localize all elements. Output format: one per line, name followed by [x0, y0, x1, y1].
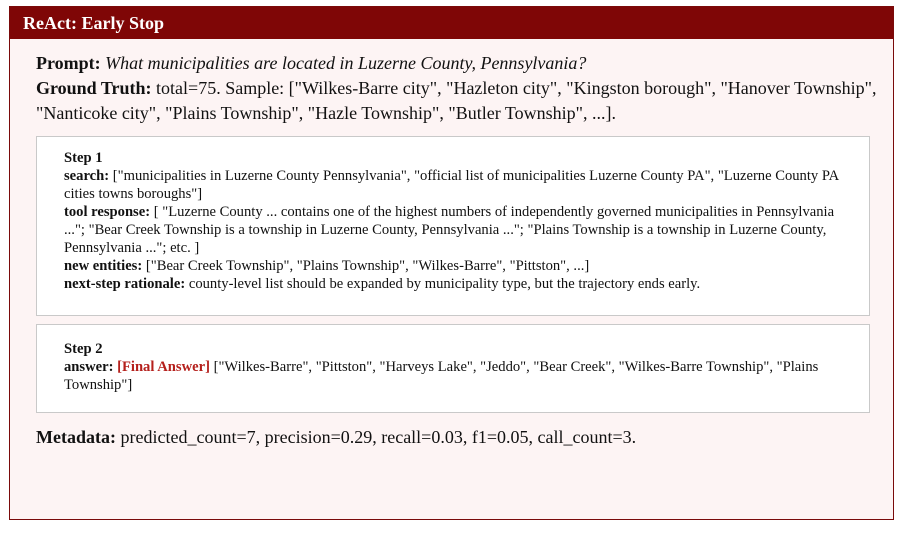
rationale-label: next-step rationale: [64, 276, 186, 292]
metadata-label: Metadata: [36, 427, 116, 447]
step-1-new-entities [64, 257, 855, 275]
step-1-rationale [64, 275, 855, 293]
prompt-label: Prompt: [36, 53, 101, 73]
metadata-line [36, 425, 879, 450]
step-1-title: Step 1 [64, 150, 103, 166]
box-title: ReAct: Early Stop [10, 7, 893, 39]
answer-label: answer: [64, 359, 114, 375]
search-label: search: [64, 168, 110, 184]
step-2-card [36, 324, 870, 413]
step-1-tool-response [64, 203, 855, 257]
rationale-text: county-level list should be expanded by municipality type, but the trajectory ends early. [188, 276, 701, 292]
ground-truth-text: total=75. Sample: ["Wilkes-Barre city", "Hazleton city", "Kingston borough", "Hanover Township", "Nanticoke city", "Plains Township", "Hazle Township", "Butler Township", ...]. [36, 78, 877, 123]
metadata-text: predicted_count=7, precision=0.29, recall=0.03, f1=0.05, call_count=3. [120, 427, 637, 447]
step-1-search [64, 167, 855, 203]
answer-text: ["Wilkes-Barre", "Pittston", "Harveys Lake", "Jeddo", "Bear Creek", "Wilkes-Barre Township", "Plains Township"] [64, 359, 819, 393]
search-text: ["municipalities in Luzerne County Pennsylvania", "official list of municipalities Luzerne County PA", "Luzerne County PA cities towns boroughs"] [64, 168, 839, 202]
ground-truth-line [36, 76, 879, 126]
step-2-title: Step 2 [64, 341, 103, 357]
prompt-text: What municipalities are located in Luzerne County, Pennsylvania? [105, 53, 587, 73]
step-1-card [36, 136, 870, 316]
tool-response-label: tool response: [64, 204, 151, 220]
new-entities-text: ["Bear Creek Township", "Plains Township", "Wilkes-Barre", "Pittston", ...] [145, 258, 590, 274]
new-entities-label: new entities: [64, 258, 143, 274]
box-body [10, 39, 893, 450]
final-answer-tag: [Final Answer] [117, 359, 210, 375]
step-2-answer [64, 358, 855, 394]
react-early-stop-box [9, 6, 894, 520]
ground-truth-label: Ground Truth: [36, 78, 152, 98]
prompt-line [36, 51, 879, 76]
tool-response-text: [ "Luzerne County ... contains one of the highest numbers of independently governed municipalities in Pennsylvania ..."; "Bear Creek Township is a township in Luzerne County, Pennsylvania ..."; "Plains Township is a township in Luzerne County, Pennsylvania ..."; etc. ] [64, 204, 835, 256]
